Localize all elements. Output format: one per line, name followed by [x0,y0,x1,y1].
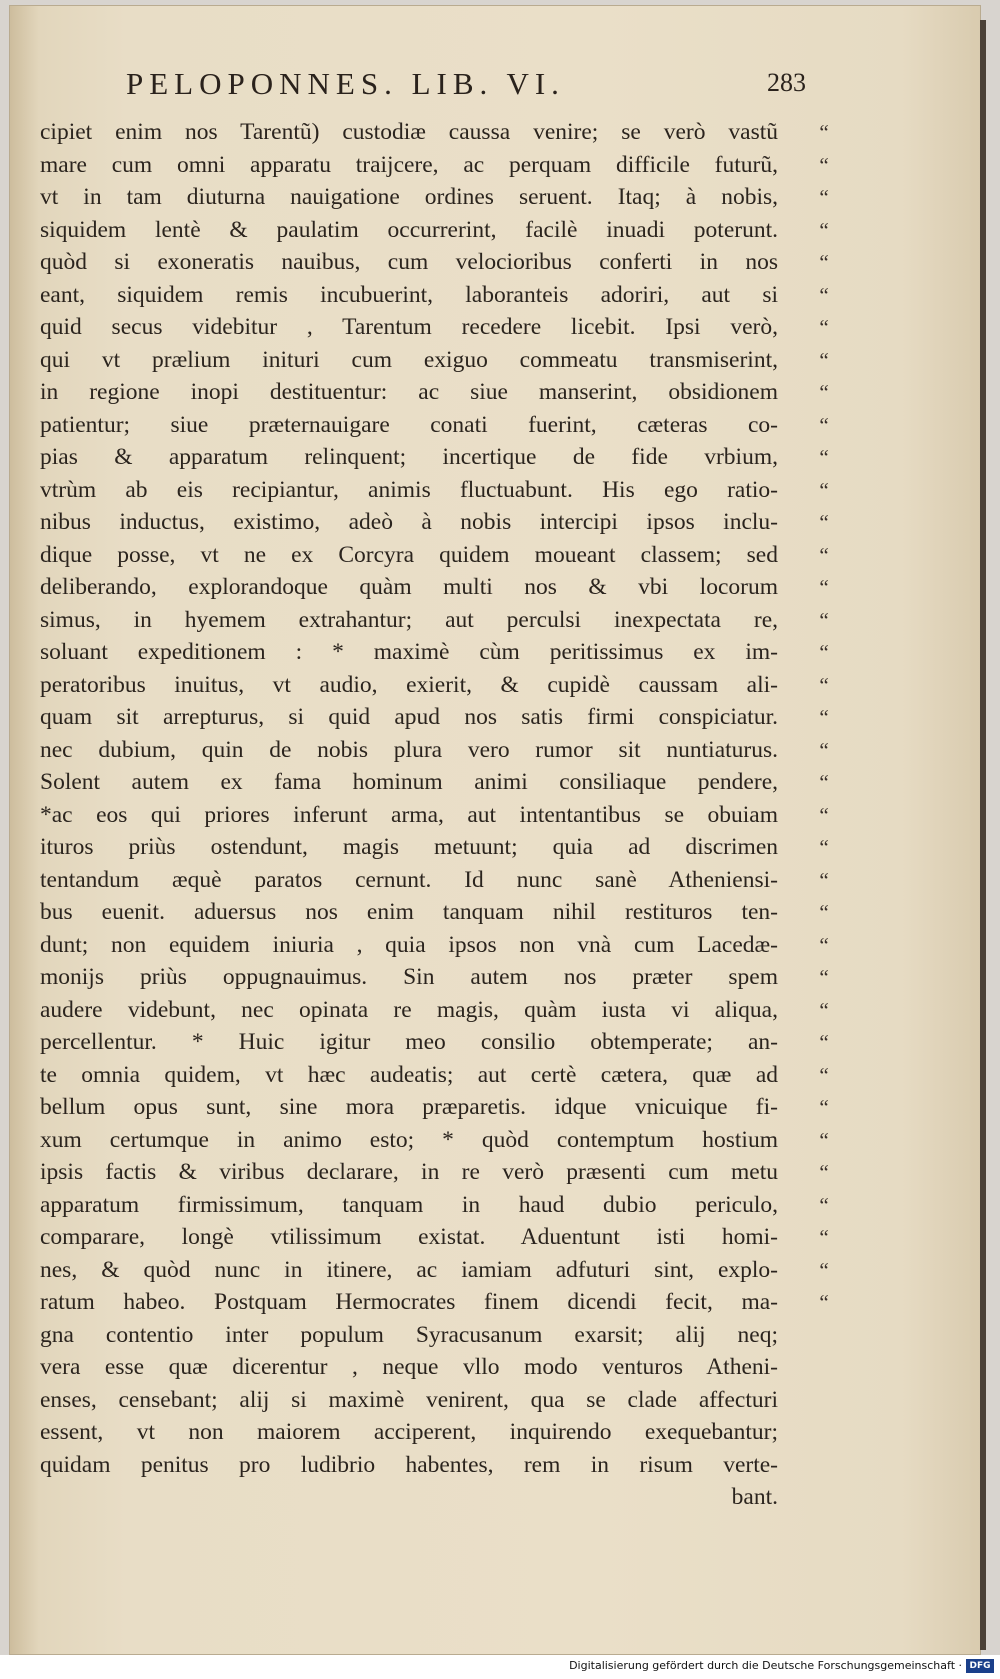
line-text: deliberando, explorandoque quàm multi nos & vbi locorum [40,574,778,600]
line-text: dunt; non equidem iniuria , quia ipsos non vnà cum Lacedæ- [40,931,778,958]
margin-quote-mark: “ [819,1225,829,1249]
text-line [40,1091,829,1124]
margin-quote-mark: “ [819,1192,829,1217]
line-text: percellentur. * Huic igitur meo consilio obtemperate; an- [40,1029,778,1055]
margin-quote-mark: “ [819,997,829,1022]
margin-quote-mark: “ [819,1095,829,1119]
text-line [40,116,829,149]
margin-quote-mark: “ [819,477,829,502]
margin-quote-mark: “ [819,412,829,437]
page-number: 283 [767,68,806,97]
text-line [40,409,829,442]
text-line [40,799,829,832]
text-line [40,1189,829,1222]
text-line [40,1254,829,1287]
margin-quote-mark: “ [819,900,829,924]
margin-quote-mark: “ [819,217,829,242]
line-text: nec dubium, quin de nobis plura vero rumor sit nuntiaturus. [40,736,778,763]
text-line [40,246,829,279]
text-line [40,766,829,799]
margin-quote-mark: “ [819,770,829,794]
line-text: dique posse, vt ne ex Corcyra quidem moueant classem; sed [40,541,778,568]
line-text: quòd si exoneratis nauibus, cum velocioribus conferti in nos [40,249,778,275]
margin-quote-mark: “ [819,672,829,697]
line-text: peratoribus inuitus, vt audio, exierit, & cupidè caussam ali- [40,671,778,698]
line-text: quam sit arrepturus, si quid apud nos satis firmi conspiciatur. [40,704,778,730]
line-text: ituros priùs ostendunt, magis metuunt; quia ad discrimen [40,834,778,860]
margin-quote-mark: “ [819,705,829,729]
margin-quote-mark: “ [819,1257,829,1282]
line-text: in regione inopi destituentur: ac siue manserint, obsidionem [40,379,778,405]
margin-quote-mark: “ [819,1127,829,1152]
line-text: quidam penitus pro ludibrio habentes, rem in risum verte- [40,1451,778,1478]
margin-quote-mark: “ [819,347,829,372]
line-text: bus euenit. aduersus nos enim tanquam nihil restituros ten- [40,899,778,925]
text-line [40,1124,829,1157]
margin-quote-mark: “ [819,1290,829,1314]
text-line [40,1351,780,1384]
margin-quote-mark: “ [819,315,829,339]
margin-quote-mark: “ [819,932,829,957]
text-line [40,929,829,962]
text-line [40,181,829,214]
line-text: enses, censebant; alij si maximè venirent, qua se clade affecturi [40,1386,778,1413]
line-text: essent, vt non maiorem acciperent, inquirendo exequebantur; [40,1419,778,1445]
text-line [40,734,829,767]
line-text: qui vt prælium inituri cum exiguo commeatu transmiserint, [40,346,778,373]
line-text: tentandum æquè paratos cernunt. Id nunc sanè Atheniensi- [40,866,778,893]
text-line [40,669,829,702]
margin-quote-mark: “ [819,282,829,307]
line-text: ipsis factis & viribus declarare, in re verò præsenti cum metu [40,1159,778,1185]
line-text: simus, in hyemem extrahantur; aut perculsi inexpectata re, [40,606,778,633]
text-line [40,311,829,344]
margin-quote-mark: “ [819,380,829,404]
margin-quote-mark: “ [819,575,829,599]
text-line [40,1059,829,1092]
page-edge [980,20,986,1650]
line-text: monijs priùs oppugnauimus. Sin autem nos præter spem [40,964,778,990]
margin-quote-mark: “ [819,185,829,209]
line-text: eant, siquidem remis incubuerint, laboranteis adoriri, aut si [40,281,778,308]
text-line [40,1319,780,1352]
margin-quote-mark: “ [819,802,829,827]
dfg-logo: DFG [966,1659,994,1673]
text-line [40,604,829,637]
margin-quote-mark: “ [819,1030,829,1054]
line-text: apparatum firmissimum, tanquam in haud dubio periculo, [40,1191,778,1218]
text-line [40,701,829,734]
running-head: PELOPONNES. LIB. VI. [126,66,565,101]
line-text: siquidem lentè & paulatim occurrerint, facilè inuadi poterunt. [40,216,778,243]
margin-quote-mark: “ [819,510,829,534]
text-line [40,1384,780,1417]
text-line [40,1221,829,1254]
margin-quote-mark: “ [819,965,829,989]
text-line [40,474,829,507]
line-text: cipiet enim nos Tarentũ) custodiæ caussa venire; se verò vastũ [40,119,778,145]
digitization-footer [0,1655,1000,1679]
margin-quote-mark: “ [819,152,829,177]
margin-quote-mark: “ [819,867,829,892]
text-line [40,961,829,994]
text-line [40,1156,829,1189]
text-body [40,116,829,1514]
margin-quote-mark: “ [819,542,829,567]
line-text: audere videbunt, nec opinata re magis, quàm iusta vi aliqua, [40,996,778,1023]
text-line [40,1286,829,1319]
text-line [40,376,829,409]
line-text: vera esse quæ dicerentur , neque vllo modo venturos Atheni- [40,1354,778,1380]
margin-quote-mark: “ [819,640,829,664]
page-header [126,66,806,110]
text-line [40,539,829,572]
line-text: soluant expeditionem : * maximè cùm peritissimus ex im- [40,639,778,665]
line-text: *ac eos qui priores inferunt arma, aut intentantibus se obuiam [40,801,778,828]
text-line [40,864,829,897]
line-text: pias & apparatum relinquent; incertique de fide vrbium, [40,444,778,470]
line-text: te omnia quidem, vt hæc audeatis; aut certè cætera, quæ ad [40,1061,778,1088]
line-text: vt in tam diuturna nauigatione ordines seruent. Itaq; à nobis, [40,184,778,210]
line-text: mare cum omni apparatu traijcere, ac perquam difficile futurũ, [40,151,778,178]
text-line [40,571,829,604]
line-text: ratum habeo. Postquam Hermocrates finem dicendi fecit, ma- [40,1289,778,1315]
margin-quote-mark: “ [819,835,829,859]
line-text: comparare, longè vtilissimum existat. Aduentunt isti homi- [40,1224,778,1250]
line-text: bellum opus sunt, sine mora præparetis. idque vnicuique fi- [40,1094,778,1120]
text-line [40,149,829,182]
line-text: Solent autem ex fama hominum animi consiliaque pendere, [40,769,778,795]
margin-quote-mark: “ [819,1160,829,1184]
text-line [40,1449,780,1482]
line-text: patientur; siue præternauigare conati fuerint, cæteras co- [40,411,778,438]
text-line [40,994,829,1027]
margin-quote-mark: “ [819,120,829,144]
line-text: nibus inductus, existimo, adeò à nobis intercipi ipsos inclu- [40,509,778,535]
text-line [40,441,829,474]
text-line [40,279,829,312]
book-page [10,6,980,1654]
text-line [40,344,829,377]
margin-quote-mark: “ [819,250,829,274]
text-line [40,831,829,864]
line-text: quid secus videbitur , Tarentum recedere licebit. Ipsi verò, [40,314,778,340]
text-line [40,214,829,247]
line-text: bant. [731,1484,778,1510]
text-line [40,1026,829,1059]
text-line [40,506,829,539]
margin-quote-mark: “ [819,607,829,632]
line-text: gna contentio inter populum Syracusanum exarsit; alij neq; [40,1321,778,1348]
text-line [40,1481,780,1514]
margin-quote-mark: “ [819,445,829,469]
line-text: vtrùm ab eis recipiantur, animis fluctuabunt. His ego ratio- [40,476,778,503]
text-line [40,1416,780,1449]
line-text: xum certumque in animo esto; * quòd contemptum hostium [40,1126,778,1153]
text-line [40,636,829,669]
text-line [40,896,829,929]
line-text: nes, & quòd nunc in itinere, ac iamiam adfuturi sint, explo- [40,1256,778,1283]
funding-credit: Digitalisierung gefördert durch die Deutsche Forschungsgemeinschaft · [569,1659,962,1672]
margin-quote-mark: “ [819,737,829,762]
margin-quote-mark: “ [819,1062,829,1087]
